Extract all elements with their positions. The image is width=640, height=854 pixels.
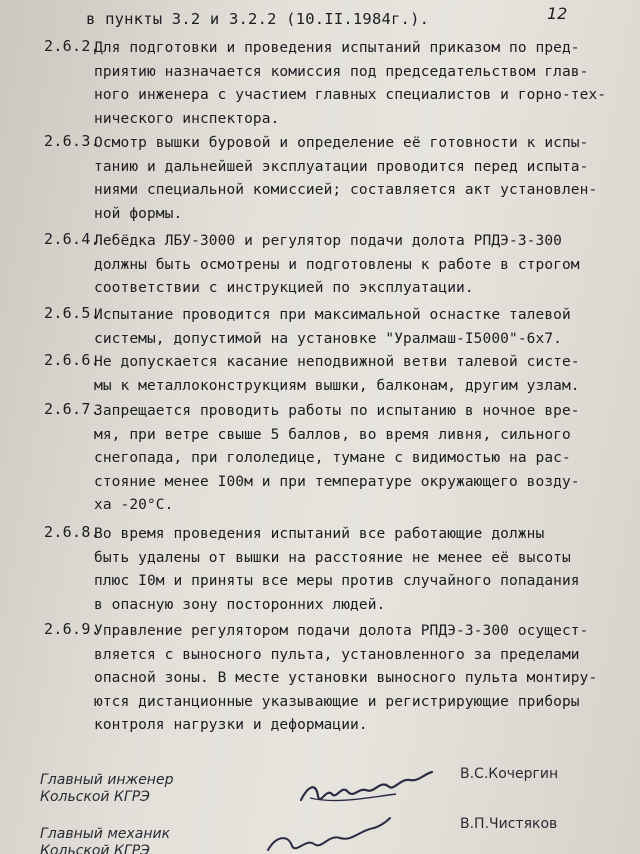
clause-text xyxy=(94,523,634,617)
clause-line: плюс I0м и приняты все меры против случайного попадания xyxy=(94,573,580,589)
clause-line: Во время проведения испытаний все работающие должны xyxy=(94,526,545,542)
clause-line: ной формы. xyxy=(94,205,183,222)
clause-line: ха -20°С. xyxy=(94,497,174,513)
clause-number: 2.6.3. xyxy=(44,132,100,150)
clause-line: приятию назначается комиссия под председательством глав- xyxy=(94,63,589,80)
signatory-title-chief-engineer xyxy=(40,772,173,806)
clause-number: 2.6.7. xyxy=(44,400,100,418)
clause-text xyxy=(94,37,634,131)
clause-line: Осмотр вышки буровой и определение её готовности к испы- xyxy=(94,135,589,151)
clause-text xyxy=(94,400,634,518)
clause-line: мя, при ветре свыше 5 баллов, во время ливня, сильного xyxy=(94,426,571,443)
clause-line: быть удалены от вышки на расстояние не менее её высоты xyxy=(94,549,571,566)
clause-number: 2.6.4. xyxy=(44,230,100,248)
clause-line: ниями специальной комиссией; составляется акт установлен- xyxy=(94,182,598,198)
clause-line: Запрещается проводить работы по испытанию в ночное вре- xyxy=(94,403,580,419)
signatory-name: В.С.Кочергин xyxy=(460,766,559,782)
clause-text xyxy=(94,230,634,301)
clause-text xyxy=(94,351,634,398)
clause-number: 2.6.5. xyxy=(44,304,100,322)
clause-line: Не допускается касание неподвижной ветви талевой систе- xyxy=(94,354,580,370)
clause-number: 2.6.6. xyxy=(44,351,100,369)
clause-line: Управление регулятором подачи долота РПДЭ-3-300 осущест- xyxy=(94,623,589,639)
page-number: 12 xyxy=(547,4,568,23)
signatory-name: В.П.Чистяков xyxy=(460,816,558,832)
clause-line: мы к металлоконструкциям вышки, балконам, другим узлам. xyxy=(94,377,580,394)
clause-line: танию и дальнейшей эксплуатации проводится перед испыта- xyxy=(94,158,589,175)
clause-line: ются дистанционные указывающие и регистрирующие приборы xyxy=(94,693,580,710)
clause-line: Лебёдка ЛБУ-3000 и регулятор подачи долота РПДЭ-3-300 xyxy=(94,233,562,249)
clause-line: системы, допустимой на установке "Уралмаш-I5000"-6х7. xyxy=(94,330,562,347)
clause-line: нического инспектора. xyxy=(94,110,280,127)
clause-number: 2.6.9. xyxy=(44,620,100,638)
clause-line: стояние менее I00м и при температуре окружающего возду- xyxy=(94,473,580,490)
clause-line: должны быть осмотрены и подготовлены к работе в строгом xyxy=(94,256,580,273)
clause-text xyxy=(94,304,634,351)
clause-text xyxy=(94,132,634,226)
clause-number: 2.6.2. xyxy=(44,37,100,55)
clause-line: Для подготовки и проведения испытаний приказом по пред- xyxy=(94,40,580,56)
clause-line: вляется с выносного пульта, установленного за пределами xyxy=(94,646,580,663)
clause-line: снегопада, при гололедице, тумане с видимостью на рас- xyxy=(94,450,571,466)
signatory-title-line: Кольской КГРЭ xyxy=(40,843,150,854)
clause-text xyxy=(94,620,634,738)
clause-line: ного инженера с участием главных специалистов и горно-тех- xyxy=(94,87,607,103)
clause-line: Испытание проводится при максимальной оснастке талевой xyxy=(94,307,571,323)
clause-line: соответствии с инструкцией по эксплуатации. xyxy=(94,280,474,296)
clause-number: 2.6.8. xyxy=(44,523,100,541)
signature-chief-engineer xyxy=(296,768,436,812)
signatory-title-line: Главный инженер xyxy=(40,772,174,788)
clause-line: в опасную зону посторонних людей. xyxy=(94,596,386,613)
signatory-title-line: Главный механик xyxy=(40,826,171,842)
header-continuation: в пункты 3.2 и 3.2.2 (10.II.1984г.). xyxy=(86,10,430,28)
signature-chief-mechanic xyxy=(262,816,392,854)
clause-line: контроля нагрузки и деформации. xyxy=(94,717,368,733)
signatory-title-chief-mechanic xyxy=(40,826,170,854)
signatory-title-line: Кольской КГРЭ xyxy=(40,789,150,805)
clause-line: опасной зоны. В месте установки выносного пульта монтиру- xyxy=(94,670,598,686)
